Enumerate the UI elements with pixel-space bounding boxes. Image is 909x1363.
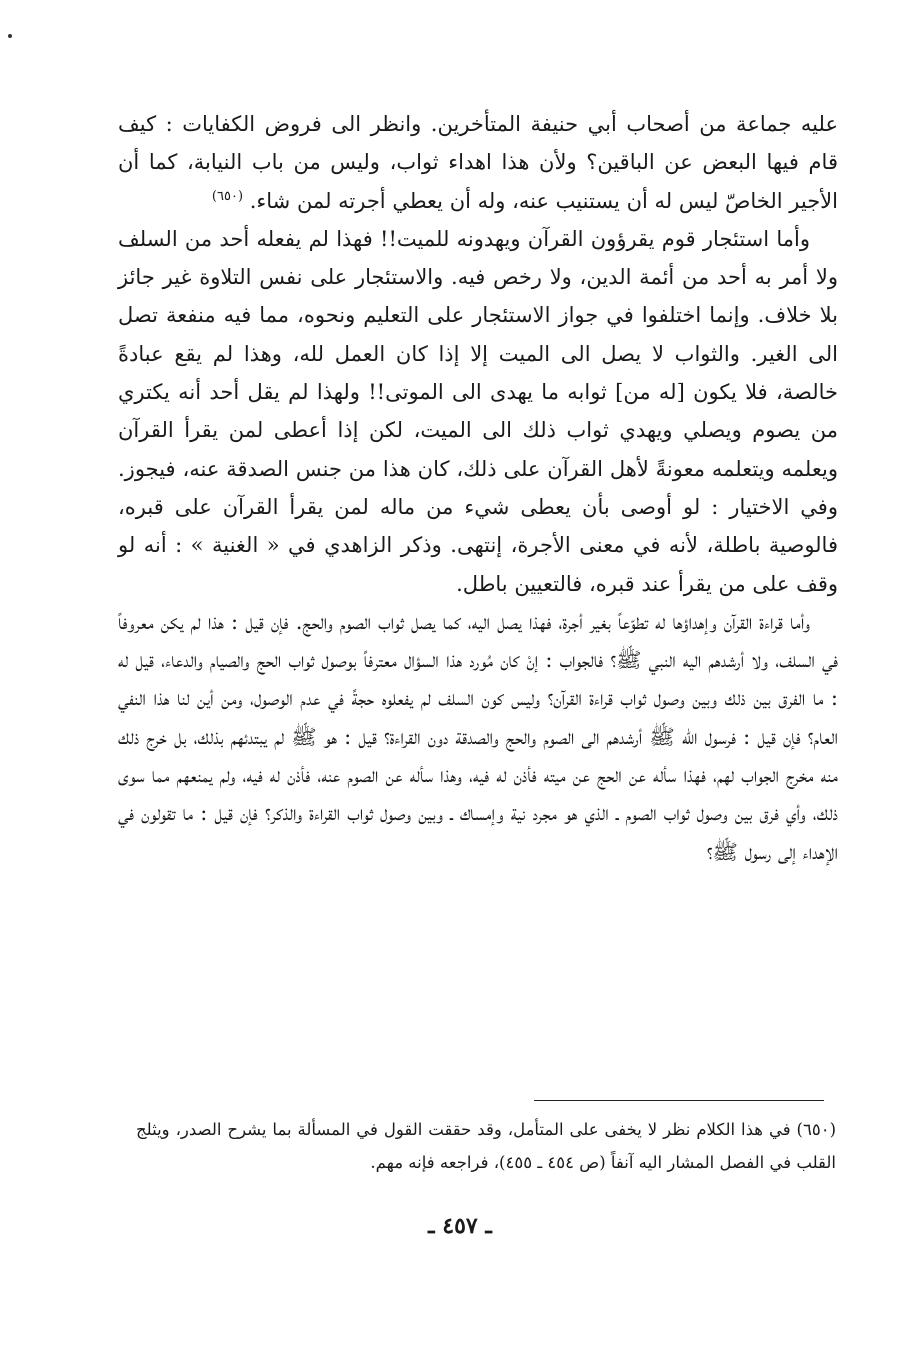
- paragraph-3: وأما قراءة القرآن وإهداؤها له تطوّعاً بغير أجرة، فهذا يصل اليه، كما يصل ثواب الصوم والحج. فإن قيل : هذا لم يكن معروفاً في السلف، ولا أرشدهم اليه النبي ﷺ؟ فالجواب : إنْ كان مُورد هذا السؤال معترفاً بوصول ثواب الحج والصيام والدعاء، قيل له : ما الفرق بين ذلك وبين وصول ثواب قراءة القرآن؟ وليس كون السلف لم يفعلوه حجةً في عدم الوصول، ومن أين لنا هذا النفي العام؟ فإن قيل : فرسول الله ﷺ أرشدهم الى الصوم والحج والصدقة دون القراءة؟ قيل : هو ﷺ لم يبتدئهم بذلك، بل خرج ذلك منه مخرج الجواب لهم، فهذا سأله عن الحج عن ميته فأذن له فيه، وهذا سأله عن الصوم عنه، فأذن له فيه، ولم يمنعهم مما سوى ذلك، وأي فرق بين وصول ثواب الصوم ـ الذي هو مجرد نية وإمساك ـ وبين وصول ثواب القراءة والذكر؟ فإن قيل : ما تقولون في الإهداء إلى رسول ﷺ؟: [118, 609, 838, 864]
- scan-dot: [8, 34, 12, 38]
- footnote-block: [136, 1113, 836, 1179]
- paragraph-1-text: عليه جماعة من أصحاب أبي حنيفة المتأخرين. وانظر الى فروض الكفايات : كيف قام فيها البعض عن الباقين؟ ولأن هذا اهداء ثواب، وليس من باب النيابة، كما أن الأجير الخاصّ ليس له أن يستنيب عنه، وله أن يعطي أجرته لمن شاء.: [118, 112, 838, 213]
- main-text-block: [118, 105, 838, 871]
- page-number: ـ ٤٥٧ ـ: [428, 1213, 492, 1239]
- footnote-text: (٦٥٠) في هذا الكلام نظر لا يخفى على المتأمل، وقد حققت القول في المسألة بما يشرح الصدر، ويثلج القلب في الفصل المشار اليه آنفاً (ص ٤٥٤ ـ ٤٥٥)، فراجعه فإنه مهم.: [136, 1120, 836, 1172]
- footnote-reference: (٦٥٠): [211, 188, 244, 204]
- footnote-separator: [534, 1100, 824, 1101]
- paragraph-1: [118, 105, 838, 220]
- paragraph-2: وأما استئجار قوم يقرؤون القرآن ويهدونه للميت!! فهذا لم يفعله أحد من السلف ولا أمر به أحد من أئمة الدين، ولا رخص فيه. والاستئجار على نفس التلاوة غير جائز بلا خلاف. وإنما اختلفوا في جواز الاستئجار على التعليم ونحوه، مما فيه منفعة تصل الى الغير. والثواب لا يصل الى الميت إلا إذا كان العمل لله، وهذا لم يقع عبادةً خالصة، فلا يكون [له من] ثوابه ما يهدى الى الموتى!! ولهذا لم يقل أحد أنه يكتري من يصوم ويصلي ويهدي ثواب ذلك الى الميت، لكن إذا أعطى لمن يقرأ القرآن ويعلمه ويتعلمه معونةً لأهل القرآن على ذلك، كان هذا من جنس الصدقة عنه، فيجوز. وفي الاختيار : لو أوصى بأن يعطى شيء من ماله لمن يقرأ القرآن على قبره، فالوصية باطلة، لأنه في معنى الأجرة، إنتهى. وذكر الزاهدي في « الغنية » : أنه لو وقف على من يقرأ عند قبره، فالتعيين باطل.: [118, 226, 838, 596]
